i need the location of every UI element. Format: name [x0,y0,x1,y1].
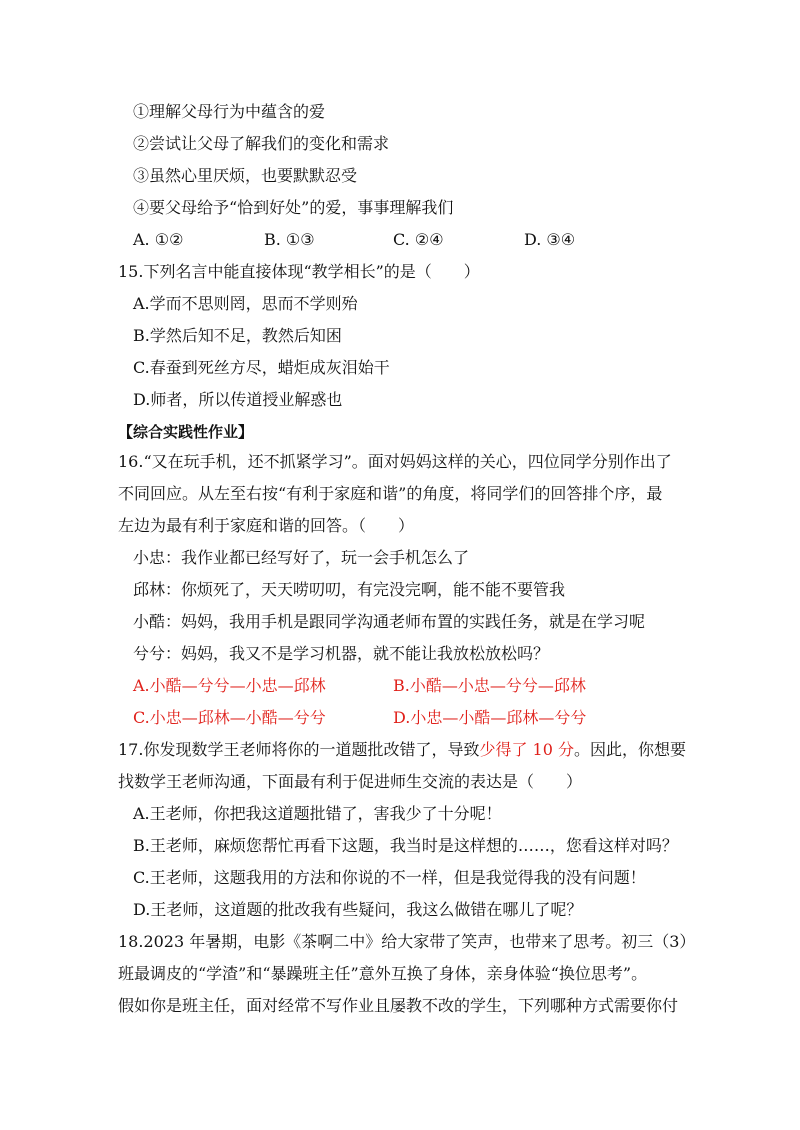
q16-stem-line-2: 不同回应。从左至右按“有利于家庭和谐”的角度，将同学们的回答排个序，最 [118,484,663,503]
q17-stem-part-2: 。因此，你想要 [574,740,687,759]
q16-response-2: 邱林：你烦死了，天天唠叨叨，有完没完啊，能不能不要管我 [133,580,566,599]
q16-choices-row-2 [0,706,800,730]
q16-choice-d: D.小忠—小酷—邱林—兮兮 [393,708,587,727]
q18-stem-line-3: 假如你是班主任，面对经常不写作业且屡教不改的学生，下列哪种方式需要你付 [118,996,679,1015]
q17-option-a: A.王老师，你把我这道题批错了，害我少了十分呢！ [133,804,502,823]
q14-choice-b: B. ①③ [264,230,315,249]
q14-item-3: ③虽然心里厌烦，也要默默忍受 [133,166,358,185]
q16-choice-a: A.小酷—兮兮—小忠—邱林 [133,676,326,695]
q18-stem-line-1: 18.2023 年暑期，电影《茶啊二中》给大家带了笑声，也带来了思考。初三（3） [118,932,696,951]
section-title: 【综合实践性作业】 [118,423,254,441]
q16-response-4: 兮兮：妈妈，我又不是学习机器，就不能让我放松放松吗？ [133,644,550,663]
q16-choices-row-1 [0,674,800,698]
q16-response-1: 小忠：我作业都已经写好了，玩一会手机怎么了 [133,548,470,567]
q17-stem-line-2: 找数学王老师沟通，下面最有利于促进师生交流的表达是（ ） [118,772,583,791]
q16-stem-line-3: 左边为最有利于家庭和谐的回答。（ ） [118,516,415,535]
q14-item-2: ②尝试让父母了解我们的变化和需求 [133,134,390,153]
q14-item-4: ④要父母给予“恰到好处”的爱，事事理解我们 [133,198,454,217]
q17-option-b: B.王老师，麻烦您帮忙再看下这题，我当时是这样想的……，您看这样对吗？ [133,836,678,855]
q15-option-a: A.学而不思则罔，思而不学则殆 [133,294,358,313]
q14-choice-a: A. ①② [133,230,184,249]
q14-choice-c: C. ②④ [393,230,444,249]
q15-option-b: B.学然后知不足，教然后知困 [133,326,342,345]
q16-stem-line-1: 16.“又在玩手机，还不抓紧学习”。面对妈妈这样的关心，四位同学分别作出了 [118,452,672,471]
q15-option-d: D.师者，所以传道授业解惑也 [133,390,343,409]
q17-option-d: D.王老师，这道题的批改我有些疑问，我这么做错在哪儿了呢？ [133,900,583,919]
q18-stem-line-2: 班最调皮的“学渣”和“暴躁班主任”意外互换了身体，亲身体验“换位思考”。 [118,964,648,983]
q14-item-1: ①理解父母行为中蕴含的爱 [133,102,326,121]
q14-choice-d: D. ③④ [524,230,576,249]
q17-option-c: C.王老师，这题我用的方法和你说的不一样，但是我觉得我的没有问题！ [133,868,646,887]
q16-choice-b: B.小酷—小忠—兮兮—邱林 [393,676,586,695]
q17-stem-part-1: 17.你发现数学王老师将你的一道题批改错了，导致 [118,740,480,759]
q16-response-3: 小酷：妈妈，我用手机是跟同学沟通老师布置的实践任务，就是在学习呢 [133,612,646,631]
q17-stem-highlight: 少得了 10 分 [479,740,574,759]
q15-stem: 15.下列名言中能直接体现“教学相长”的是（ ） [118,262,480,281]
q17-stem-line-1 [118,738,686,762]
q16-choice-c: C.小忠—邱林—小酷—兮兮 [133,708,326,727]
q15-option-c: C.春蚕到死丝方尽，蜡炬成灰泪始干 [133,358,390,377]
q14-choices [0,228,800,252]
